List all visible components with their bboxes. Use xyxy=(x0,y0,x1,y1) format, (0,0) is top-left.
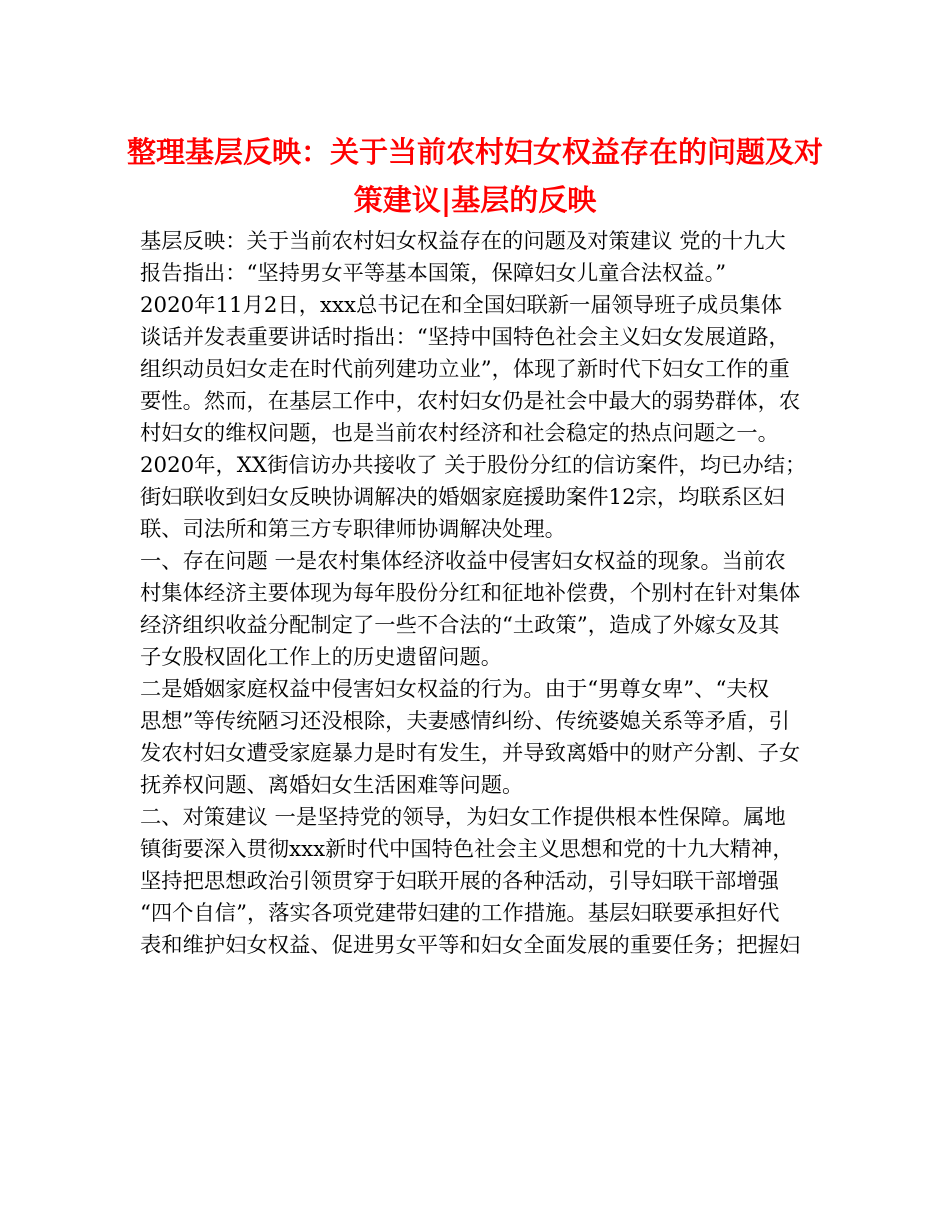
body-line: 联、司法所和第三方专职律师协调解决处理。 xyxy=(140,517,566,542)
body-line: 街妇联收到妇女反映协调解决的婚姻家庭援助案件12宗，均联系区妇 xyxy=(140,485,785,510)
body-line: 村妇女的维权问题，也是当前农村经济和社会稳定的热点问题之一。 xyxy=(140,421,779,446)
body-line: 思想”等传统陋习还没根除，夫妻感情纠纷、传统婆媳关系等矛盾，引 xyxy=(140,709,790,734)
body-line: 一、存在问题 一是农村集体经济收益中侵害妇女权益的现象。当前农 xyxy=(140,549,786,574)
body-line: 子女股权固化工作上的历史遗留问题。 xyxy=(140,645,503,670)
body-line: 2020年，XX街信访办共接收了 关于股份分红的信访案件，均已办结； xyxy=(140,453,807,478)
body-line: 抚养权问题、离婚妇女生活困难等问题。 xyxy=(140,773,524,798)
body-line: “四个自信”，落实各项党建带妇建的工作措施。基层妇联要承担好代 xyxy=(140,901,780,926)
body-line: 表和维护妇女权益、促进男女平等和妇女全面发展的重要任务；把握妇 xyxy=(140,933,801,958)
body-line: 2020年11月2日，xxx总书记在和全国妇联新一届领导班子成员集体 xyxy=(140,293,783,318)
body-line: 坚持把思想政治引领贯穿于妇联开展的各种活动，引导妇联干部增强 xyxy=(140,869,779,894)
document-body xyxy=(140,226,830,962)
body-line: 基层反映：关于当前农村妇女权益存在的问题及对策建议 党的十九大 xyxy=(140,229,786,254)
body-line: 经济组织收益分配制定了一些不合法的“土政策”，造成了外嫁女及其 xyxy=(140,613,780,638)
body-line: 要性。然而，在基层工作中，农村妇女仍是社会中最大的弱势群体，农 xyxy=(140,389,801,414)
document-title-line-1: 整理基层反映：关于当前农村妇女权益存在的问题及对 xyxy=(126,135,823,169)
body-line: 二是婚姻家庭权益中侵害妇女权益的行为。由于“男尊女卑”、“夫权 xyxy=(140,677,769,702)
body-line: 镇街要深入贯彻xxx新时代中国特色社会主义思想和党的十九大精神， xyxy=(140,837,794,862)
body-line: 二、对策建议 一是坚持党的领导，为妇女工作提供根本性保障。属地 xyxy=(140,805,786,830)
body-line: 村集体经济主要体现为每年股份分红和征地补偿费，个别村在针对集体 xyxy=(140,581,801,606)
body-line: 谈话并发表重要讲话时指出：“坚持中国特色社会主义妇女发展道路， xyxy=(140,325,790,350)
body-line: 组织动员妇女走在时代前列建功立业”，体现了新时代下妇女工作的重 xyxy=(140,357,790,382)
body-line: 发农村妇女遭受家庭暴力是时有发生，并导致离婚中的财产分割、子女 xyxy=(140,741,801,766)
document-title-line-2: 策建议|基层的反映 xyxy=(353,183,597,217)
body-line: 报告指出：“坚持男女平等基本国策，保障妇女儿童合法权益。” xyxy=(140,261,727,286)
